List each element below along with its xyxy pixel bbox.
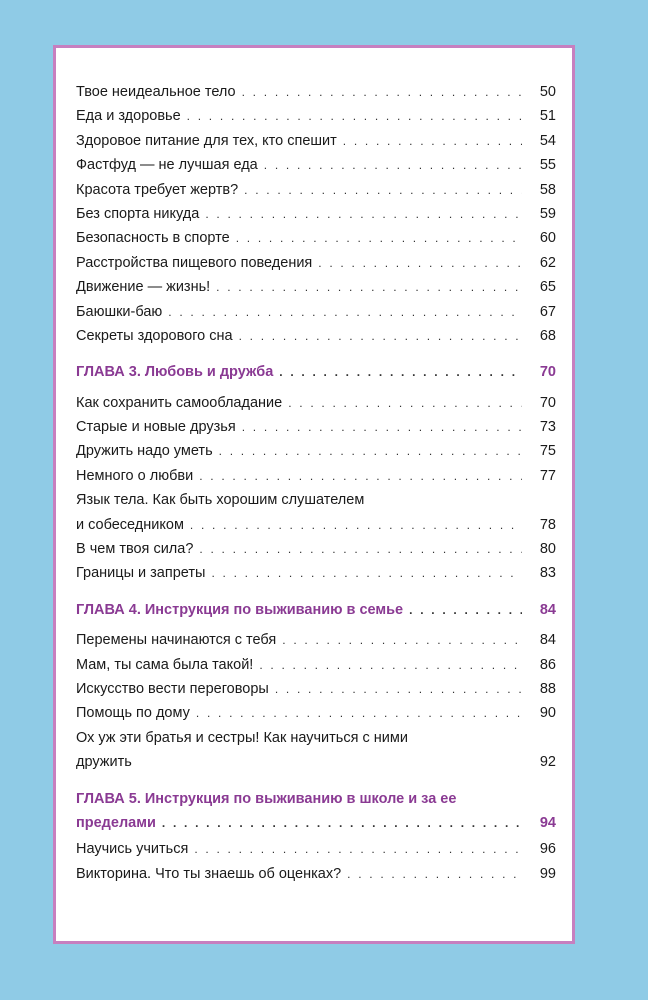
toc-entry bbox=[76, 419, 556, 443]
leader-dots bbox=[242, 85, 522, 99]
toc-entry bbox=[76, 517, 556, 541]
page-number: 83 bbox=[539, 565, 556, 582]
toc-entry bbox=[76, 328, 556, 352]
leader-dots bbox=[168, 305, 522, 319]
leader-dots bbox=[318, 256, 522, 270]
page-number: 92 bbox=[539, 754, 556, 771]
toc-entry bbox=[76, 443, 556, 467]
entry-title: Викторина. Что ты знаешь об оценках? bbox=[76, 865, 342, 882]
entry-title: Помощь по дому bbox=[76, 705, 190, 722]
entry-title: Здоровое питание для тех, кто спешит bbox=[76, 132, 337, 149]
leader-dots bbox=[211, 566, 522, 580]
toc-entry bbox=[76, 206, 556, 230]
page-number: 68 bbox=[539, 327, 556, 344]
page-number: 99 bbox=[539, 865, 556, 882]
page-number: 84 bbox=[539, 632, 556, 649]
toc-entry bbox=[76, 395, 556, 419]
entry-title: Баюшки-баю bbox=[76, 303, 163, 320]
book-page bbox=[53, 45, 575, 944]
entry-title: Язык тела. Как быть хорошим слушателем bbox=[76, 492, 365, 509]
chapter-title: ГЛАВА 3. Любовь и дружба bbox=[76, 364, 274, 381]
entry-title: В чем твоя сила? bbox=[76, 541, 194, 558]
leader-dots bbox=[409, 603, 522, 617]
entry-title: Без спорта никуда bbox=[76, 205, 200, 222]
page-number: 86 bbox=[539, 656, 556, 673]
chapter-heading bbox=[76, 815, 556, 839]
toc-entry bbox=[76, 632, 556, 656]
toc-entry bbox=[76, 304, 556, 328]
chapter-title: ГЛАВА 5. Инструкция по выживанию в школе и за ее bbox=[76, 790, 457, 807]
entry-title: Твое неидеальное тело bbox=[76, 84, 236, 100]
page-number: 65 bbox=[539, 279, 556, 296]
leader-dots bbox=[190, 518, 522, 532]
page-number: 60 bbox=[539, 230, 556, 247]
toc-entry-first-line bbox=[76, 492, 556, 516]
chapter-heading bbox=[76, 602, 556, 626]
leader-dots bbox=[196, 706, 522, 720]
page-number: 50 bbox=[539, 84, 556, 100]
page-number: 90 bbox=[539, 705, 556, 722]
entry-title: Мам, ты сама была такой! bbox=[76, 656, 254, 673]
entry-title: Секреты здорового сна bbox=[76, 327, 233, 344]
chapter-heading bbox=[76, 364, 556, 388]
leader-dots bbox=[216, 280, 522, 294]
page-number: 94 bbox=[539, 814, 556, 831]
leader-dots bbox=[347, 867, 522, 881]
page-number: 51 bbox=[539, 108, 556, 125]
toc-entry bbox=[76, 754, 556, 778]
entry-title: Дружить надо уметь bbox=[76, 443, 213, 460]
entry-title: Немного о любви bbox=[76, 467, 194, 484]
leader-dots bbox=[199, 469, 522, 483]
leader-dots bbox=[162, 816, 522, 830]
entry-title: Движение — жизнь! bbox=[76, 279, 211, 296]
toc-entry bbox=[76, 230, 556, 254]
toc-entry bbox=[76, 681, 556, 705]
entry-title: Перемены начинаются с тебя bbox=[76, 632, 277, 649]
entry-title: Границы и запреты bbox=[76, 565, 206, 582]
page-number: 77 bbox=[539, 467, 556, 484]
page-number: 55 bbox=[539, 157, 556, 174]
leader-dots bbox=[194, 842, 522, 856]
leader-dots bbox=[219, 444, 522, 458]
page-number: 58 bbox=[539, 181, 556, 198]
toc-entry bbox=[76, 866, 556, 890]
entry-title: Еда и здоровье bbox=[76, 108, 181, 125]
toc-entry bbox=[76, 157, 556, 181]
leader-dots bbox=[264, 158, 522, 172]
toc-entry bbox=[76, 279, 556, 303]
leader-dots bbox=[205, 207, 522, 221]
page-number: 59 bbox=[539, 205, 556, 222]
page-number: 78 bbox=[539, 516, 556, 533]
chapter-heading-first-line bbox=[76, 791, 556, 815]
leader-dots bbox=[199, 542, 522, 556]
entry-title: Фастфуд — не лучшая еда bbox=[76, 157, 258, 174]
page-number: 62 bbox=[539, 254, 556, 271]
toc-entry bbox=[76, 657, 556, 681]
page-number: 54 bbox=[539, 132, 556, 149]
entry-title: Безопасность в спорте bbox=[76, 230, 230, 247]
leader-dots bbox=[239, 329, 522, 343]
leader-dots bbox=[242, 420, 522, 434]
entry-title: Как сохранить самообладание bbox=[76, 394, 283, 411]
entry-title: Научись учиться bbox=[76, 841, 189, 858]
toc-entry bbox=[76, 565, 556, 589]
page-number: 96 bbox=[539, 841, 556, 858]
entry-title: Старые и новые друзья bbox=[76, 419, 236, 436]
page-number: 70 bbox=[539, 364, 556, 381]
leader-dots bbox=[187, 109, 522, 123]
page-number: 80 bbox=[539, 541, 556, 558]
page-number: 67 bbox=[539, 303, 556, 320]
page-number: 73 bbox=[539, 419, 556, 436]
leader-dots bbox=[275, 682, 522, 696]
toc-entry bbox=[76, 84, 556, 108]
leader-dots bbox=[279, 365, 522, 379]
toc-entry bbox=[76, 541, 556, 565]
leader-dots bbox=[236, 231, 522, 245]
entry-title: Расстройства пищевого поведения bbox=[76, 254, 313, 271]
page-number: 84 bbox=[539, 601, 556, 618]
toc-entry bbox=[76, 108, 556, 132]
leader-dots bbox=[282, 633, 522, 647]
entry-title: дружить bbox=[76, 754, 132, 771]
toc-entry bbox=[76, 705, 556, 729]
entry-title: Искусство вести переговоры bbox=[76, 680, 269, 697]
entry-title: Красота требует жертв? bbox=[76, 181, 239, 198]
page-number: 75 bbox=[539, 443, 556, 460]
toc-entry bbox=[76, 182, 556, 206]
toc-entry bbox=[76, 841, 556, 865]
toc-entry bbox=[76, 255, 556, 279]
leader-dots bbox=[259, 658, 522, 672]
chapter-title: пределами bbox=[76, 814, 156, 831]
leader-dots bbox=[343, 134, 522, 148]
table-of-contents bbox=[76, 84, 556, 890]
toc-entry-first-line bbox=[76, 730, 556, 754]
entry-title: и собеседником bbox=[76, 516, 184, 533]
chapter-title: ГЛАВА 4. Инструкция по выживанию в семье bbox=[76, 601, 404, 618]
page-number: 70 bbox=[539, 394, 556, 411]
toc-entry bbox=[76, 468, 556, 492]
entry-title: Ох уж эти братья и сестры! Как научиться с ними bbox=[76, 729, 408, 746]
leader-dots bbox=[288, 396, 522, 410]
page-number: 88 bbox=[539, 680, 556, 697]
leader-dots bbox=[244, 183, 522, 197]
toc-entry bbox=[76, 133, 556, 157]
